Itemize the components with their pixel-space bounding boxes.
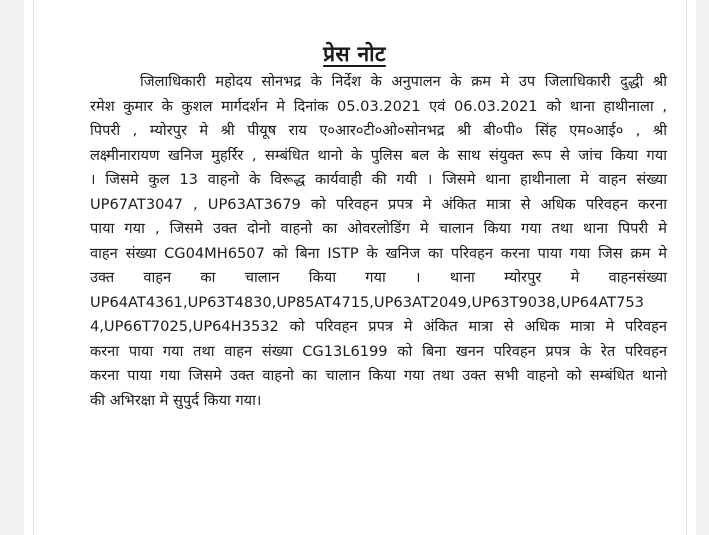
press-note-title xyxy=(0,40,709,68)
body-line: 4,UP66T7025,UP64H3532 को परिवहन प्रपत्र मे अंकित मात्रा से अधिक मात्रा मे परिवहन xyxy=(90,318,667,335)
body-line: की अभिरक्षा मे सुपुर्द किया गया। xyxy=(90,391,262,409)
page-border-left xyxy=(33,0,34,535)
body-line: वाहन संख्या CG04MH6507 को बिना ISTP के खनिज का परिवहन करना पाया गया जिस क्रम मे xyxy=(90,244,667,262)
body-line: UP64AT4361,UP63T4830,UP85AT4715,UP63AT2049,UP63T9038,UP64AT753 xyxy=(90,293,644,311)
body-line: उक्त वाहन का चालान किया गया । थाना म्योरपुर मे वाहनसंख्या xyxy=(90,269,667,286)
body-line: रमेश कुमार के कुशल मार्गदर्शन मे दिनांक 05.03.2021 एवं 06.03.2021 को थाना हाथीनाला , xyxy=(90,97,667,115)
body-line: लक्ष्मीनारायण खनिज मुहर्रिर , सम्बंधित थानो के पुलिस बल के साथ संयुक्त रूप से जांच किया गया xyxy=(90,146,667,164)
body-line: UP67AT3047 , UP63AT3679 को परिवहन प्रपत्र मे अंकित मात्रा से अधिक परिवहन करना xyxy=(90,195,667,213)
page-border-right xyxy=(686,0,687,535)
body-line: पाया गया , जिसमे उक्त दोनो वाहनो का ओवरलोडिंग मे चालान किया गया तथा थाना पिपरी मे xyxy=(90,220,667,237)
press-note-body xyxy=(90,70,667,413)
body-line: पिपरी , म्योरपुर मे श्री पीयूष राय ए०आर०टी०ओ०सोनभद्र श्री बी०पी० सिंह एम०आई० , श्री xyxy=(90,122,667,139)
body-line: करना पाया गया तथा वाहन संख्या CG13L6199 को बिना खनन परिवहन प्रपत्र के रेत परिवहन xyxy=(90,342,667,360)
body-line: जिलाधिकारी महोदय सोनभद्र के निर्देश के अनुपालन के क्रम मे उप जिलाधिकारी दुद्धी श्री xyxy=(140,73,667,90)
title-text: प्रेस नोट xyxy=(323,42,386,66)
body-line: करना पाया गया जिसमे उक्त वाहनो का चालान किया गया तथा उक्त सभी वाहनो को सम्बंधित थानो xyxy=(90,367,667,384)
body-line: । जिसमे कुल 13 वाहनो के विरूद्ध कार्यवाही की गयी । जिसमे थाना हाथीनाला मे वाहन संख्या xyxy=(90,171,667,188)
